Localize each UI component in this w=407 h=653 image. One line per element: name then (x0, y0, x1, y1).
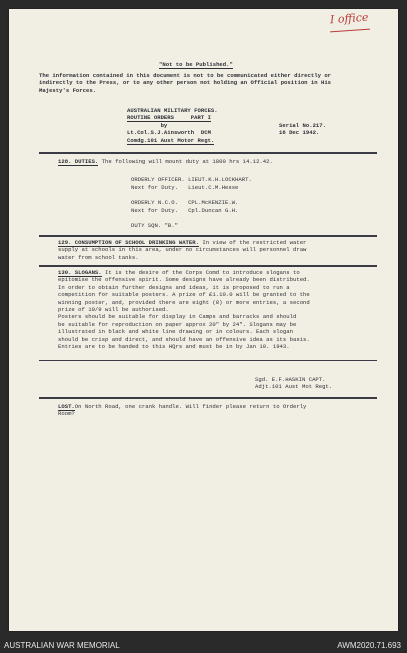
signature-line2: Adjt.101 Aust Mot Regt. (255, 383, 333, 391)
not-published-heading: "Not to be Published." (159, 61, 233, 68)
document-page (9, 9, 398, 631)
paragraph-129 (58, 239, 363, 261)
divider (39, 265, 377, 267)
annotation-underline (330, 29, 370, 33)
paragraph-129-title: 129. CONSUMPTION OF SCHOOL DRINKING WATER. (58, 239, 199, 246)
divider (39, 397, 377, 399)
divider (39, 360, 377, 361)
lost-notice-text: On North Road, one crank handle. Will finder please return to Orderly Room? (58, 403, 307, 418)
duty-row-next-officer: Next for Duty. Lieut.C.M.Hesse (131, 184, 239, 191)
confidentiality-notice: The information contained in this document is not to be communicated either directly or indirectly to the Press, or to any other person not holding an Official position in His Majesty's Forces. (39, 72, 332, 94)
orders-header-line1: AUSTRALIAN MILITARY FORCES. (127, 107, 218, 114)
footer-accession-id: AWM2020.71.693 (337, 641, 401, 650)
paragraph-130 (58, 269, 363, 350)
orders-header (127, 107, 218, 144)
paragraph-129-text: In view of the restricted water supply at schools in this area, under no circumstances will personnel draw water from school tanks. (58, 239, 307, 261)
orders-header-line4: Lt.Col.S.J.Ainsworth DCM (127, 129, 211, 137)
handwritten-annotation: I office (329, 10, 369, 27)
order-date: 16 Dec 1942. (279, 129, 320, 137)
paragraph-128-text: The following will mount duty at 1800 hrs 14.12.42. (98, 158, 273, 165)
duty-row-next-nco: Next for Duty. Cpl.Duncan G.H. (131, 207, 239, 214)
divider (39, 152, 377, 154)
signature-line1: Sgd. E.F.HASKIN CAPT. (255, 376, 326, 383)
paragraph-130-text: It is the desire of the Corps Comd to introduce slogans to epitomise the offensive spirit. Some designs have already been distributed. In order to obtain further designs and ideas, it is proposed to run a competition for suitable posters. A prize of £1.10.0 will be granted to the winning poster, and, provided there are eight (8) or more entries, a second prize of 10/9 will be authorised. Posters should be suitable for display in Camps and barracks and should be suitable for reproduction on paper approx 20" by 24". Slogans may be illustrated in black and white line drawing or in colours. Each slogan should be crisp and direct, and should have an offensive idea as its basis. Entries are to be handed to this HQrs and must be in by Jan 10. 1943. (58, 269, 310, 351)
archive-footer (0, 638, 407, 653)
serial-number: Serial No.217. (279, 122, 326, 129)
orders-header-line3: by (160, 121, 168, 129)
serial-block (279, 122, 326, 137)
duty-row-squadron: DUTY SQN. "B." (131, 222, 178, 229)
footer-source: AUSTRALIAN WAR MEMORIAL (4, 641, 120, 650)
paragraph-130-title: 130. SLOGANS. (58, 269, 102, 276)
paragraph-128-title: 128. DUTIES. (58, 158, 99, 165)
orders-header-line5: Comdg.101 Aust Motor Regt. (127, 136, 215, 144)
divider (39, 235, 377, 237)
lost-notice-title: LOST. (58, 403, 75, 410)
orders-header-line2: ROUTINE ORDERS PART I (127, 114, 211, 122)
duty-row-orderly-nco: ORDERLY N.C.O. CPL.McKENZIE.W. (131, 199, 239, 206)
duty-row-orderly-officer: ORDERLY OFFICER. LIEUT.K.H.LOCKHART. (131, 176, 252, 183)
paragraph-128 (58, 158, 363, 165)
signature-block (255, 376, 332, 391)
lost-notice (58, 403, 363, 418)
